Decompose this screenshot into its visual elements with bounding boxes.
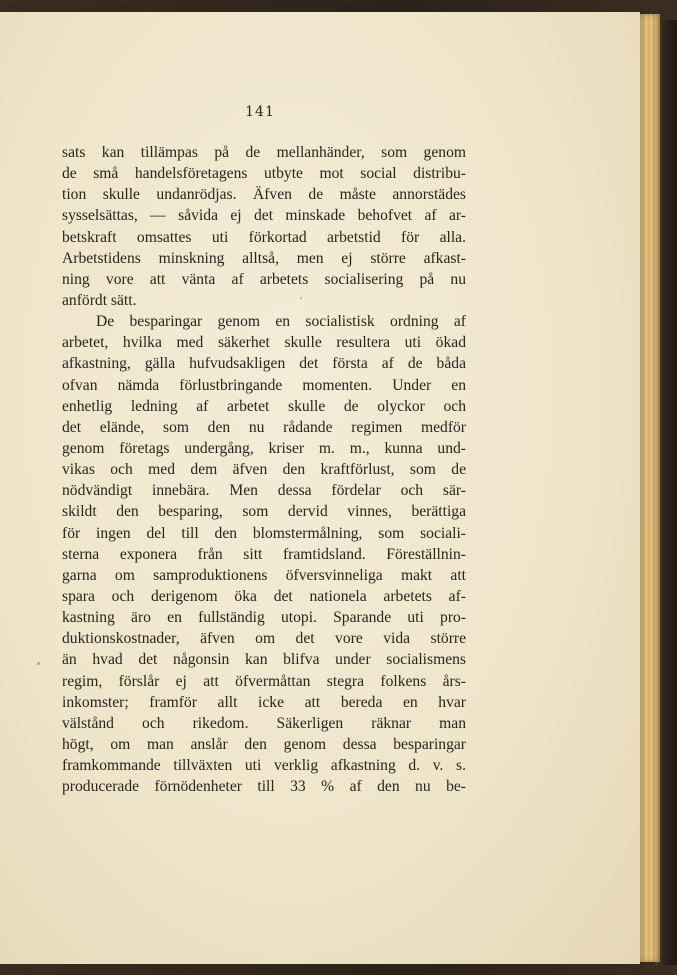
text-line: sysselsättas, — såvida ej det minskade behofvet af ar- xyxy=(62,207,466,225)
book-page xyxy=(0,12,640,964)
text-line: för ingen del till den blomstermålning, som sociali- xyxy=(62,524,466,542)
text-line: kastning äro en fullständig utopi. Sparande uti pro- xyxy=(62,609,466,627)
text-line: de små handelsföretagens utbyte mot social distribu- xyxy=(62,165,466,183)
text-line: duktionskostnader, äfven om det vore vida större xyxy=(62,630,466,648)
text-line: skildt den besparing, som dervid vinnes, berättiga xyxy=(62,503,466,521)
text-line: sterna exponera från sitt framtidsland. Föreställnin- xyxy=(62,545,466,563)
text-line: ofvan nämda förlustbringande momenten. Under en xyxy=(62,376,466,394)
paper-speck xyxy=(37,662,40,665)
text-line: genom företags undergång, kriser m. m., kunna und- xyxy=(62,439,466,457)
text-line: än hvad det någonsin kan blifva under socialismens xyxy=(62,651,466,669)
text-line: regim, förslår ej att öfvermåttan stegra folkens års- xyxy=(62,672,466,690)
text-line: nödvändigt innebära. Men dessa fördelar och sär- xyxy=(62,482,466,500)
text-line: inkomster; framför allt icke att bereda en hvar xyxy=(62,693,466,711)
text-line: ning vore att vänta af arbetets socialisering på nu xyxy=(62,270,466,288)
text-line: arbetet, hvilka med säkerhet skulle resultera uti ökad xyxy=(62,334,466,352)
text-line: Arbetstidens minskning alltså, men ej större afkast- xyxy=(62,249,466,267)
body-text xyxy=(62,142,466,797)
paper-speck xyxy=(300,297,302,299)
text-line: enhetlig ledning af arbetet skulle de olyckor och xyxy=(62,397,466,415)
text-line: producerade förnödenheter till 33 % af den nu be- xyxy=(62,778,466,796)
page-number: 141 xyxy=(245,104,275,120)
text-line: välstånd och rikedom. Säkerligen räknar man xyxy=(62,714,466,732)
text-line: garna om samproduktionens öfversvinneliga makt att xyxy=(62,566,466,584)
text-line: De besparingar genom en socialistisk ordning af xyxy=(96,313,466,331)
text-line: framkommande tillväxten uti verklig afkastning d. v. s. xyxy=(62,757,466,775)
text-line: betskraft omsattes uti förkortad arbetstid för alla. xyxy=(62,228,466,246)
text-line: spara och derigenom öka det nationela arbetets af- xyxy=(62,587,466,605)
text-line: högt, om man anslår den genom dessa besparingar xyxy=(62,735,466,753)
text-line: det elände, som den nu rådande regimen medför xyxy=(62,418,466,436)
text-line: sats kan tillämpas på de mellanhänder, som genom xyxy=(62,144,466,161)
text-line: afkastning, gälla hufvudsakligen det första af de båda xyxy=(62,355,466,373)
text-line: anfördt sätt. xyxy=(62,291,137,309)
text-line: vikas och med dem äfven den kraftförlust, som de xyxy=(62,461,466,479)
text-line: tion skulle undanrödjas. Äfven de måste annorstädes xyxy=(62,186,466,204)
